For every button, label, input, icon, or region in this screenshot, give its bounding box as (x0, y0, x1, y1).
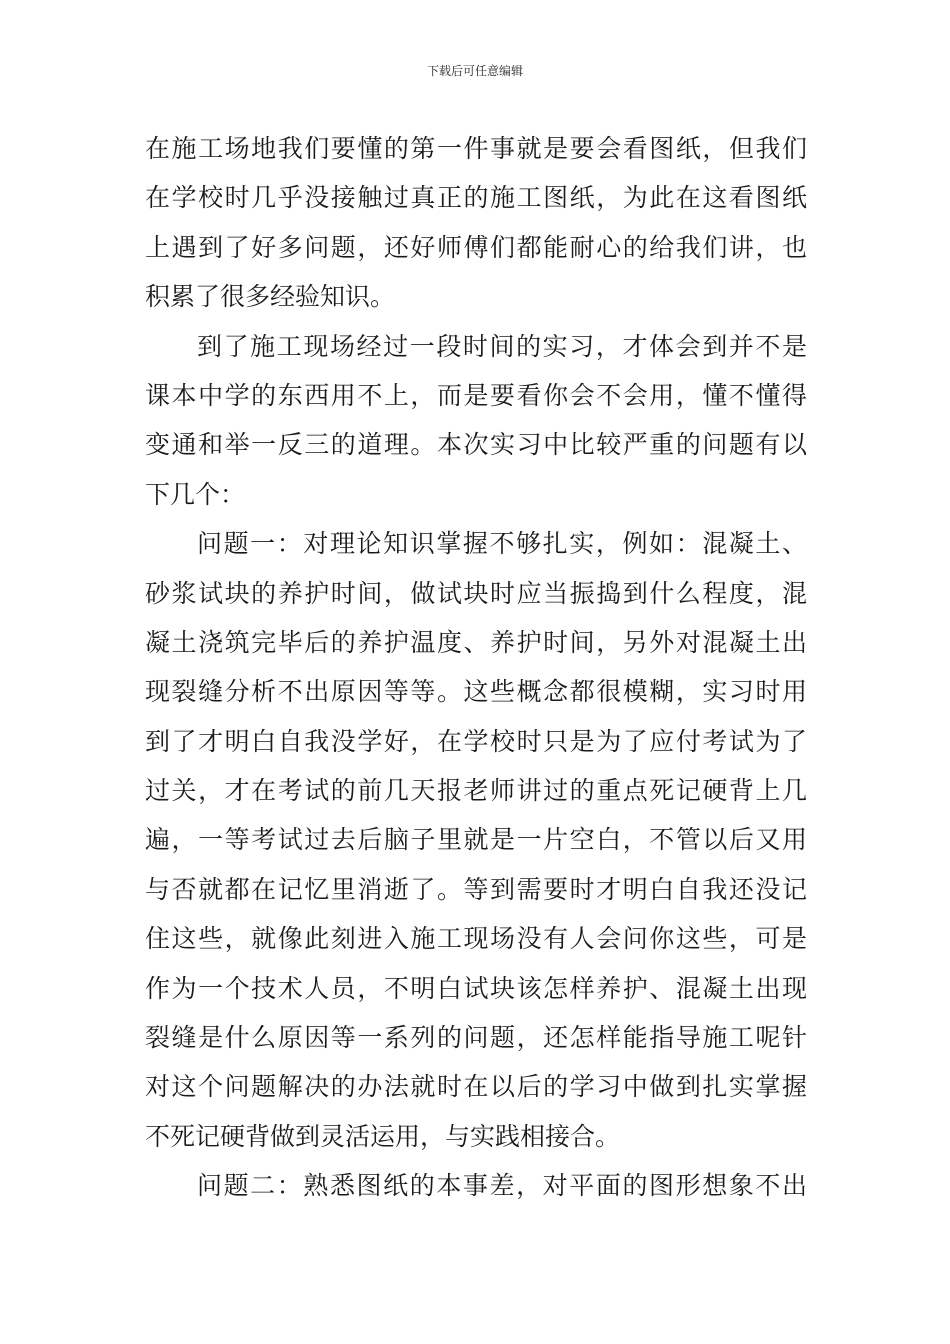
text-line: 与否就都在记忆里消逝了。等到需要时才明白自我还没记 (145, 874, 807, 904)
page-header: 下载后可任意编辑 (426, 64, 523, 78)
text-line: 课本中学的东西用不上，而是要看你会不会用，懂不懂得 (145, 380, 807, 410)
text-line: 现裂缝分析不出原因等等。这些概念都很模糊，实习时用 (145, 677, 807, 707)
text-line: 凝土浇筑完毕后的养护温度、养护时间，另外对混凝土出 (145, 627, 807, 657)
text-line: 积累了很多经验知识。 (145, 282, 396, 312)
text-line: 作为一个技术人员，不明白试块该怎样养护、混凝土出现 (145, 973, 807, 1003)
text-line: 下几个： (145, 479, 246, 509)
text-line: 变通和举一反三的道理。本次实习中比较严重的问题有以 (145, 430, 807, 460)
text-line: 问题一：对理论知识掌握不够扎实，例如：混凝土、 (197, 529, 807, 559)
text-line: 在学校时几乎没接触过真正的施工图纸，为此在这看图纸 (145, 183, 807, 213)
text-line: 上遇到了好多问题，还好师傅们都能耐心的给我们讲，也 (145, 232, 807, 262)
text-line: 过关，才在考试的前几天报老师讲过的重点死记硬背上几 (145, 776, 807, 806)
text-line: 到了施工现场经过一段时间的实习，才体会到并不是 (197, 331, 807, 361)
text-line: 砂浆试块的养护时间，做试块时应当振捣到什么程度，混 (145, 578, 807, 608)
text-line: 问题二：熟悉图纸的本事差，对平面的图形想象不出 (197, 1171, 807, 1201)
text-line: 在施工场地我们要懂的第一件事就是要会看图纸，但我们 (145, 134, 807, 163)
document-body (145, 124, 807, 1211)
text-line: 遍，一等考试过去后脑子里就是一片空白，不管以后又用 (145, 825, 807, 855)
text-line: 不死记硬背做到灵活运用，与实践相接合。 (145, 1121, 621, 1151)
text-line: 裂缝是什么原因等一系列的问题，还怎样能指导施工呢针 (145, 1023, 807, 1053)
text-line: 对这个问题解决的办法就时在以后的学习中做到扎实掌握 (145, 1072, 807, 1102)
text-line: 到了才明白自我没学好，在学校时只是为了应付考试为了 (145, 726, 807, 756)
text-line: 住这些，就像此刻进入施工现场没有人会问你这些，可是 (145, 924, 807, 954)
